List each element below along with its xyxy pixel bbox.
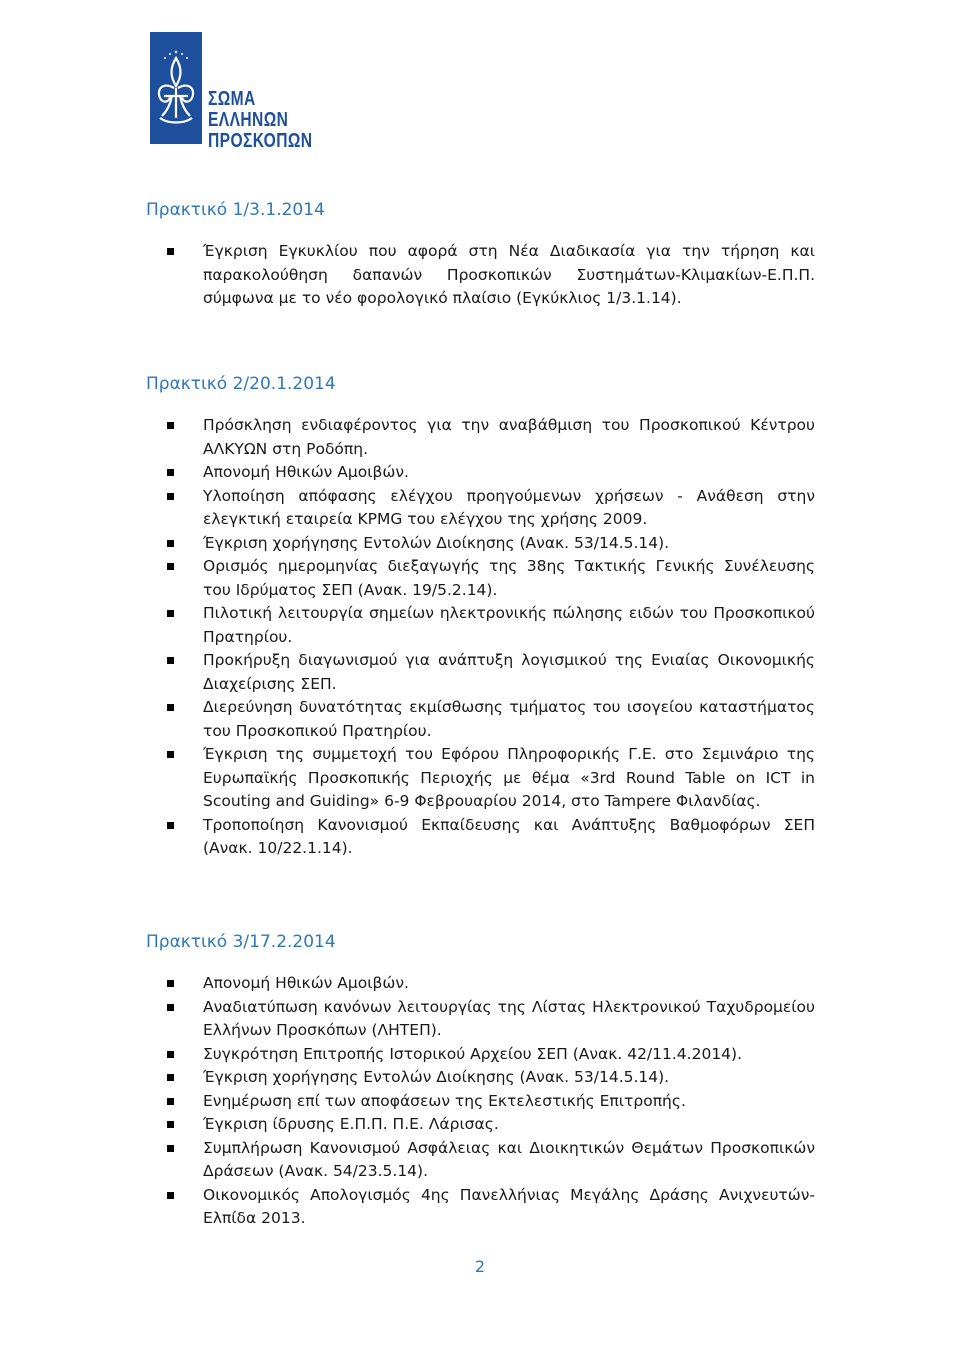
list-item: Προκήρυξη διαγωνισμού για ανάπτυξη λογισμικού της Ενιαίας Οικονομικής Διαχείρισης ΣΕΠ.	[146, 649, 815, 696]
fleur-de-lis-emblem	[150, 32, 202, 144]
decision-list	[146, 240, 826, 311]
square-bullet-icon	[167, 1192, 174, 1199]
list-item: Ορισμός ημερομηνίας διεξαγωγής της 38ης Τακτικής Γενικής Συνέλευσης του Ιδρύματος ΣΕΠ (Ανακ. 19/5.2.14).	[146, 555, 815, 602]
logo-line: ΠΡΟΣΚΟΠΩΝ	[208, 130, 313, 152]
list-item: Υλοποίηση απόφασης ελέγχου προηγούμενων χρήσεων - Ανάθεση στην ελεγκτική εταιρεία KPMG του ελέγχου της χρήσης 2009.	[146, 485, 815, 532]
section-title: Πρακτικό 2/20.1.2014	[146, 374, 336, 394]
page-number: 2	[474, 1257, 486, 1276]
square-bullet-icon	[167, 751, 174, 758]
square-bullet-icon	[167, 469, 174, 476]
square-bullet-icon	[167, 540, 174, 547]
organization-logo	[150, 32, 313, 152]
list-item: Τροποποίηση Κανονισμού Εκπαίδευσης και Ανάπτυξης Βαθμοφόρων ΣΕΠ (Ανακ. 10/22.1.14).	[146, 814, 815, 861]
square-bullet-icon	[167, 422, 174, 429]
logo-line: ΣΩΜΑ	[208, 88, 256, 110]
square-bullet-icon	[167, 563, 174, 570]
section-title: Πρακτικό 3/17.2.2014	[146, 932, 336, 952]
square-bullet-icon	[167, 657, 174, 664]
list-item: Έγκριση ίδρυσης Ε.Π.Π. Π.Ε. Λάρισας.	[146, 1113, 815, 1137]
list-item: Διερεύνηση δυνατότητας εκμίσθωσης τμήματος του ισογείου καταστήματος του Προσκοπικού Πρατηρίου.	[146, 696, 815, 743]
square-bullet-icon	[167, 1004, 174, 1011]
minutes-section-3	[146, 930, 826, 1231]
list-item: Ενημέρωση επί των αποφάσεων της Εκτελεστικής Επιτροπής.	[146, 1090, 815, 1114]
minutes-section-2	[146, 372, 826, 861]
square-bullet-icon	[167, 1121, 174, 1128]
square-bullet-icon	[167, 1145, 174, 1152]
list-item: Πρόσκληση ενδιαφέροντος για την αναβάθμιση του Προσκοπικού Κέντρου ΑΛΚΥΩΝ στη Ροδόπη.	[146, 414, 815, 461]
square-bullet-icon	[167, 493, 174, 500]
square-bullet-icon	[167, 610, 174, 617]
decision-list	[146, 972, 826, 1231]
square-bullet-icon	[167, 980, 174, 987]
list-item: Αναδιατύπωση κανόνων λειτουργίας της Λίστας Ηλεκτρονικού Ταχυδρομείου Ελλήνων Προσκόπων (ΛΗΤΕΠ).	[146, 996, 815, 1043]
square-bullet-icon	[167, 822, 174, 829]
list-item: Έγκριση χορήγησης Εντολών Διοίκησης (Ανακ. 53/14.5.14).	[146, 532, 815, 556]
square-bullet-icon	[167, 1051, 174, 1058]
square-bullet-icon	[167, 704, 174, 711]
list-item: Οικονομικός Απολογισμός 4ης Πανελλήνιας Μεγάλης Δράσης Ανιχνευτών-Ελπίδα 2013.	[146, 1184, 815, 1231]
list-item: Συμπλήρωση Κανονισμού Ασφάλειας και Διοικητικών Θεμάτων Προσκοπικών Δράσεων (Ανακ. 54/23.5.14).	[146, 1137, 815, 1184]
list-item: Έγκριση χορήγησης Εντολών Διοίκησης (Ανακ. 53/14.5.14).	[146, 1066, 815, 1090]
list-item: Συγκρότηση Επιτροπής Ιστορικού Αρχείου ΣΕΠ (Ανακ. 42/11.4.2014).	[146, 1043, 815, 1067]
decision-list	[146, 414, 826, 861]
square-bullet-icon	[167, 1074, 174, 1081]
square-bullet-icon	[167, 1098, 174, 1105]
square-bullet-icon	[167, 248, 174, 255]
list-item: Έγκριση της συμμετοχή του Εφόρου Πληροφορικής Γ.Ε. στο Σεμινάριο της Ευρωπαϊκής Προσκοπικής Περιοχής με θέμα «3rd Round Table on ICT in Scouting and Guiding» 6-9 Φεβρουαρίου 2014, στο Tampere Φιλανδίας.	[146, 743, 815, 814]
logo-wordmark	[208, 88, 313, 152]
list-item: Απονομή Ηθικών Αμοιβών.	[146, 972, 815, 996]
minutes-section-1	[146, 198, 826, 311]
list-item: Απονομή Ηθικών Αμοιβών.	[146, 461, 815, 485]
list-item: Έγκριση Εγκυκλίου που αφορά στη Νέα Διαδικασία για την τήρηση και παρακολούθηση δαπανών Προσκοπικών Συστημάτων-Κλιμακίων-Ε.Π.Π. σύμφωνα με το νέο φορολογικό πλαίσιο (Εγκύκλιος 1/3.1.14).	[146, 240, 815, 311]
list-item: Πιλοτική λειτουργία σημείων ηλεκτρονικής πώλησης ειδών του Προσκοπικού Πρατηρίου.	[146, 602, 815, 649]
logo-line: ΕΛΛΗΝΩΝ	[208, 109, 289, 131]
section-title: Πρακτικό 1/3.1.2014	[146, 200, 325, 220]
